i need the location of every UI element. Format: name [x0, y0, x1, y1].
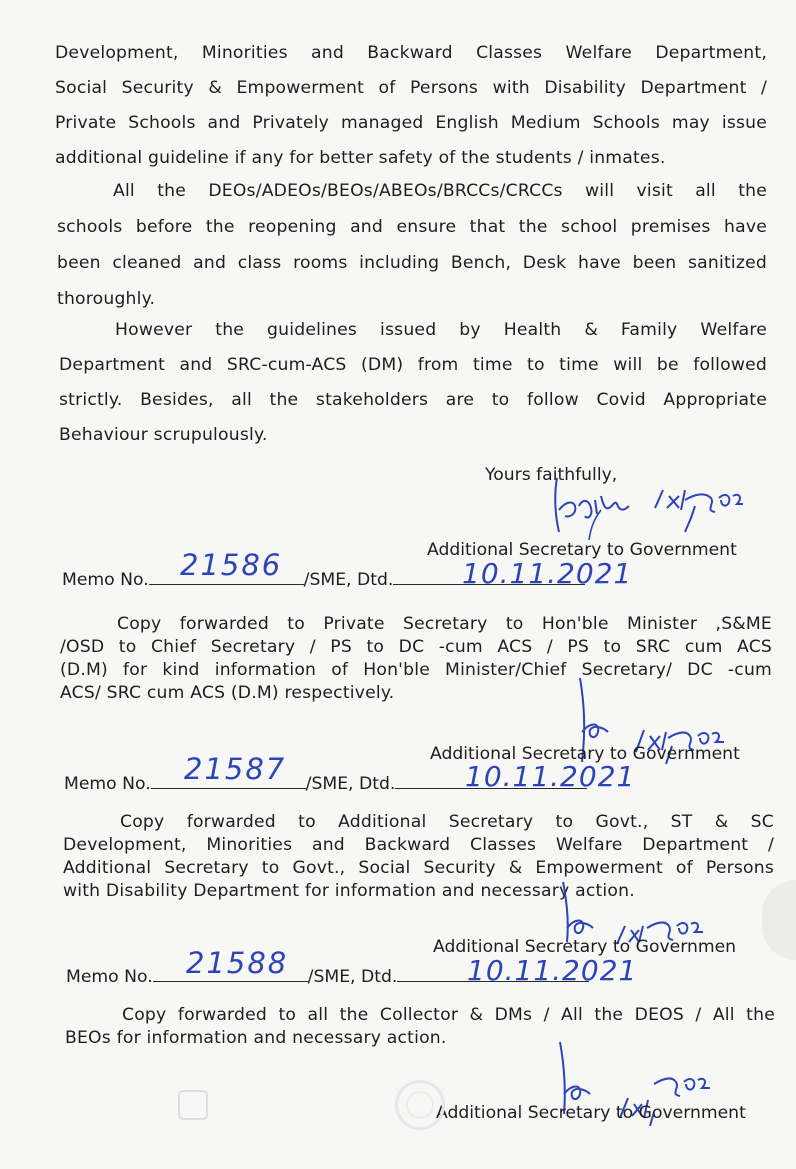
text-line: strictly. Besides, all the stakeholders are to follow Covid Appropriate: [59, 390, 767, 410]
text-line: thoroughly.: [57, 289, 156, 309]
text-line: Private Schools and Privately managed English Medium Schools may issue: [55, 113, 767, 133]
memo-number-handwritten: 21588: [186, 946, 289, 980]
text-line: Copy forwarded to all the Collector & DMs / All the DEOS / All the: [122, 1005, 775, 1025]
paragraph-covid-behaviour: [59, 313, 767, 453]
signatory-title: Additional Secretary to Governmen: [433, 937, 737, 957]
crop-button[interactable]: [178, 1090, 208, 1120]
text-line: Social Security & Empowerment of Persons with Disability Department /: [55, 78, 767, 98]
memo-date-handwritten: 10.11.2021: [462, 557, 633, 590]
text-line: (D.M) for kind information of Hon'ble Minister/Chief Secretary/ DC -cum: [60, 660, 772, 680]
text-line: Behaviour scrupulously.: [59, 425, 268, 445]
text-line: BEOs for information and necessary action.: [65, 1028, 447, 1048]
memo-suffix: /SME, Dtd.: [303, 570, 394, 590]
text-line: /OSD to Chief Secretary / PS to DC -cum ACS / PS to SRC cum ACS: [60, 637, 772, 657]
text-line: Development, Minorities and Backward Classes Welfare Department /: [63, 835, 774, 855]
closing-text: Yours faithfully,: [485, 465, 618, 485]
text-line: Additional Secretary to Govt., Social Security & Empowerment of Persons: [63, 858, 774, 878]
text-line: been cleaned and class rooms including Bench, Desk have been sanitized: [57, 253, 767, 273]
text-line: Copy forwarded to Private Secretary to Hon'ble Minister ,S&ME: [117, 614, 772, 634]
memo-suffix: /SME, Dtd.: [305, 774, 396, 794]
memo-number-blank: [149, 583, 304, 585]
text-line: Copy forwarded to Additional Secretary to Govt., ST & SC: [120, 812, 774, 832]
text-line: Department and SRC-cum-ACS (DM) from time to time will be followed: [59, 355, 767, 375]
text-line: All the DEOs/ADEOs/BEOs/ABEOs/BRCCs/CRCCs will visit all the: [113, 181, 767, 201]
signatory-title: Additional Secretary to Government: [427, 540, 737, 560]
paragraph-guidelines: [55, 36, 767, 176]
memo-suffix: /SME, Dtd.: [307, 967, 398, 987]
memo-number-blank: [151, 787, 306, 789]
signatory-title: Additional Secretary to Government: [436, 1103, 746, 1123]
memo-number-handwritten: 21586: [180, 548, 283, 582]
paragraph-officers-visit: [57, 173, 767, 317]
memo-label: Memo No.: [64, 774, 151, 794]
text-line: However the guidelines issued by Health & Family Welfare: [115, 320, 767, 340]
text-line: with Disability Department for information and necessary action.: [63, 881, 635, 901]
signatory-title: Additional Secretary to Government: [430, 744, 740, 764]
memo-date-handwritten: 10.11.2021: [467, 954, 638, 987]
text-line: ACS/ SRC cum ACS (D.M) respectively.: [60, 683, 395, 703]
memo-number-handwritten: 21587: [184, 752, 287, 786]
memo-date-handwritten: 10.11.2021: [465, 760, 636, 793]
capture-button-inner: [406, 1091, 434, 1119]
memo-label: Memo No.: [62, 570, 149, 590]
text-line: schools before the reopening and ensure that the school premises have: [57, 217, 767, 237]
capture-button[interactable]: [395, 1080, 445, 1130]
memo-number-blank: [153, 980, 308, 982]
text-line: Development, Minorities and Backward Classes Welfare Department,: [55, 43, 767, 63]
text-line: additional guideline if any for better safety of the students / inmates.: [55, 148, 666, 168]
memo-label: Memo No.: [66, 967, 153, 987]
